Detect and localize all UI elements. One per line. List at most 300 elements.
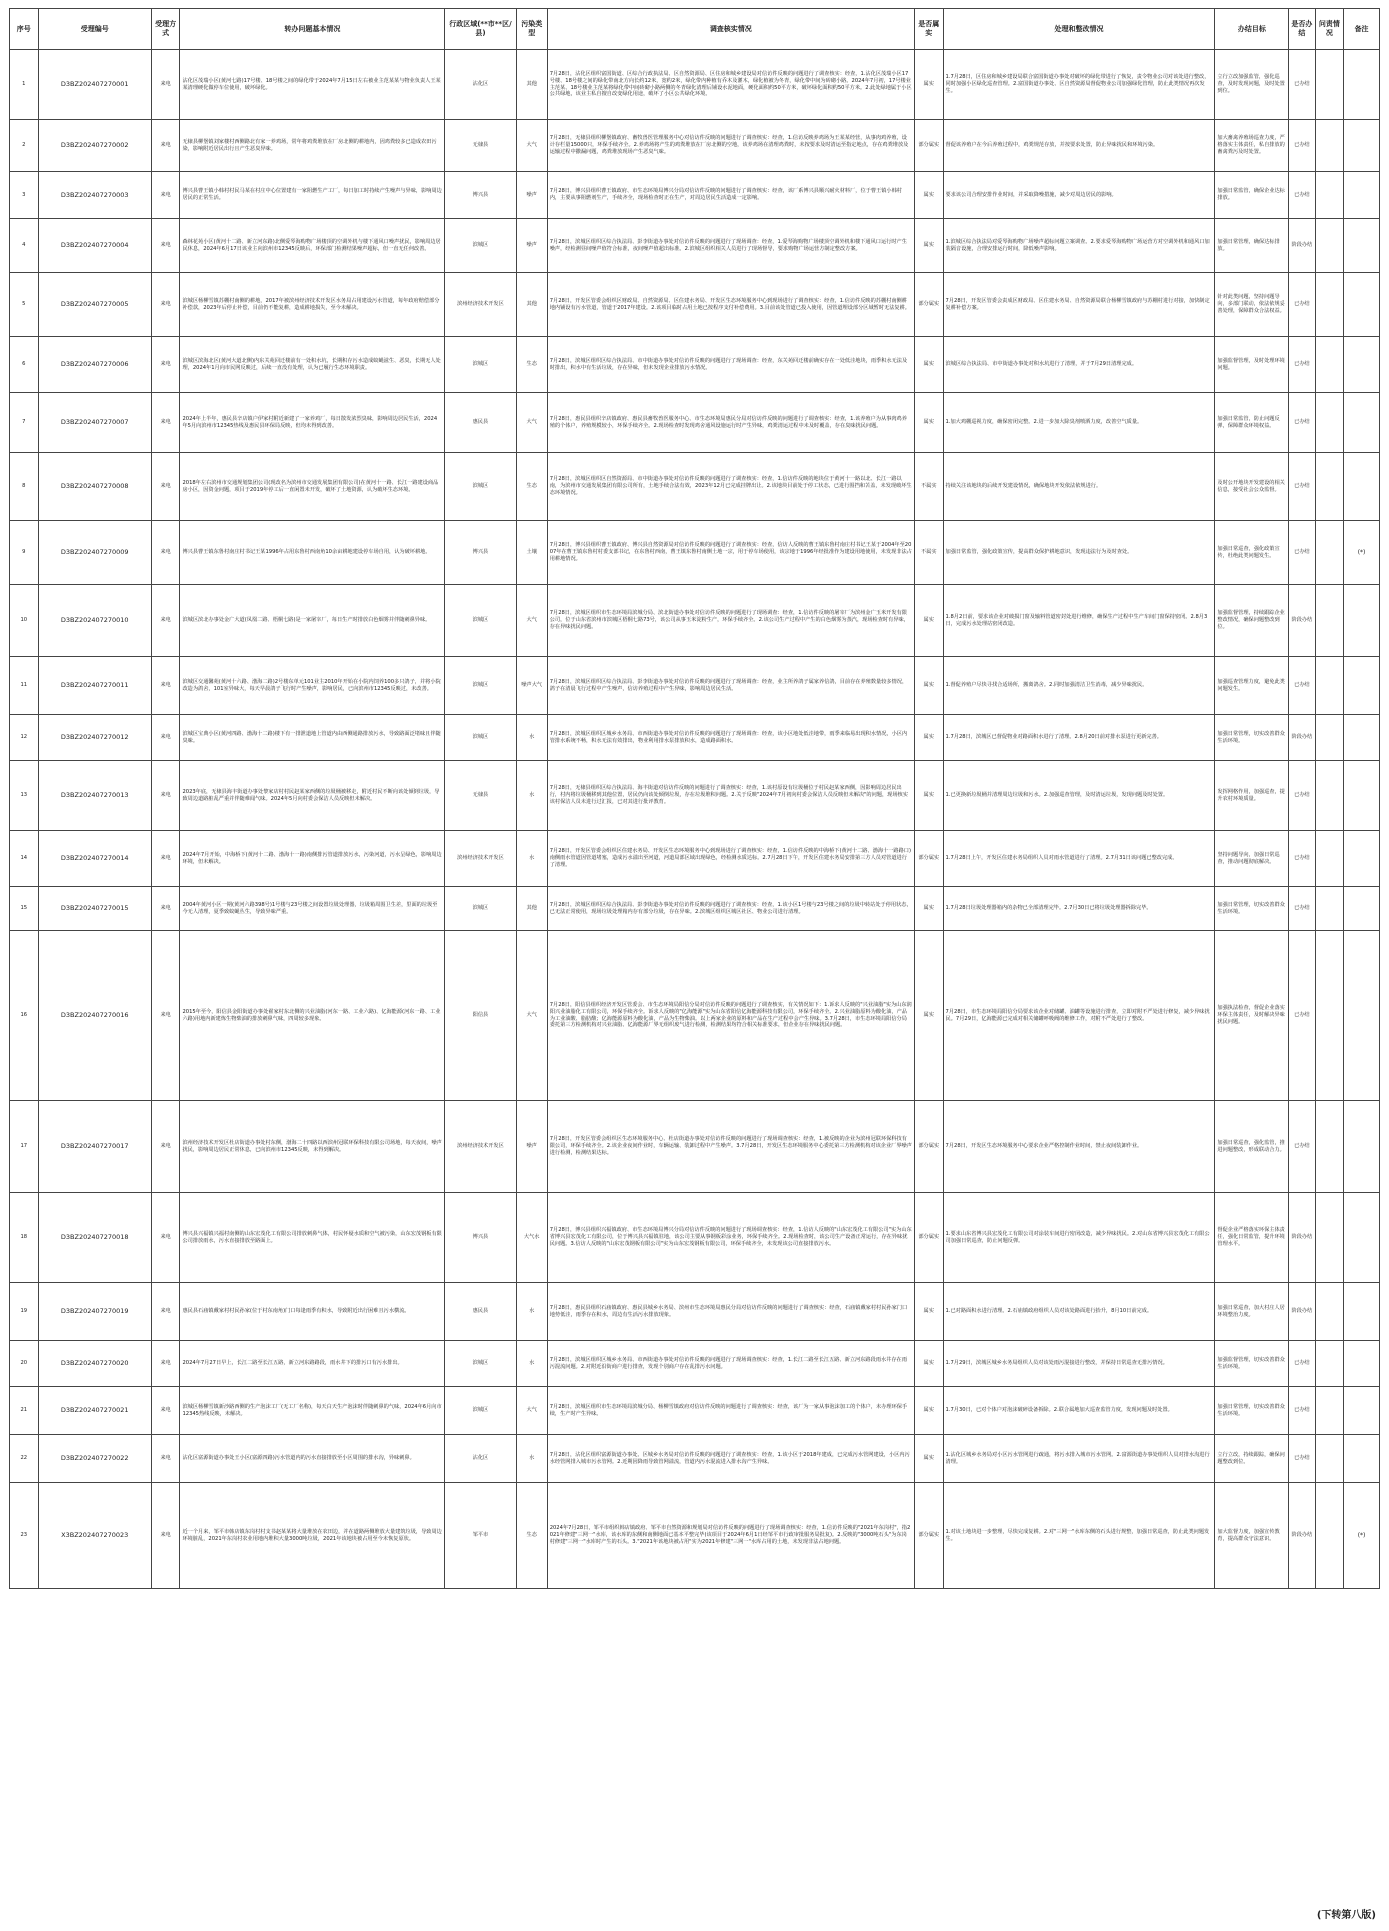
district-cell: 阳信县: [445, 931, 517, 1101]
handling-cell: 1.沾化区城乡水务局对小区污水管网进行疏通，将污水排入城市污水管网。2.富源街道办事处组织人员对排水沟进行清理。: [943, 1435, 1215, 1483]
petition-table: [9, 8, 1380, 1589]
case-code-cell: D3BZ202407270013: [38, 761, 151, 831]
pollution-type-cell: 其他: [516, 273, 547, 337]
district-cell: 滨州经济技术开发区: [445, 273, 517, 337]
receive-mode-cell: 来电: [151, 585, 180, 657]
pollution-type-cell: 噪声: [516, 219, 547, 273]
accountability-cell: [1315, 657, 1344, 715]
problem-summary-cell: 滨城区交通馨苑(黄河十六路、渤海二路)2号楼东单元101业主2010年开始在小院内饲养100多只鸽子，并将小院改造为鸽舍，101室异味大，每天早晨鸽子飞行时产生噪声，影响居民，已向滨州市12345反映过，未改善。: [180, 657, 445, 715]
row-number-cell: 22: [10, 1435, 39, 1483]
case-code-cell: D3BZ202407270005: [38, 273, 151, 337]
remark-cell: [1344, 50, 1380, 120]
receive-mode-cell: 来电: [151, 120, 180, 172]
completed-cell: 已办结: [1289, 50, 1315, 120]
completed-cell: 已办结: [1289, 1435, 1315, 1483]
row-number-cell: 9: [10, 521, 39, 585]
handling-cell: 持续关注该地块的后续开发建设情况，确保地块开发依法依规进行。: [943, 453, 1215, 521]
investigation-cell: 7月28日，惠民县组织石庙镇政府、惠民县城乡水务局、滨州市生态环境局惠民分局对信访件反映的问题进行了调查核实：经查，石庙镇戴家村村民孙家门口地势低洼，雨季存在积水，周边有生活污水排放现象。: [547, 1283, 914, 1341]
document-page: [9, 8, 1380, 1921]
pollution-type-cell: 噪声大气: [516, 657, 547, 715]
handling-cell: 1.已对路面积水进行清理。2.石庙镇政府组织人员对该处路面进行抬升，8月10日前完成。: [943, 1283, 1215, 1341]
table-row: [10, 393, 1380, 453]
header-cell: 备注: [1344, 9, 1380, 50]
investigation-cell: 7月28日，沾化区组织富源街道办事处、区城乡水务局对信访件反映的问题进行了调查核实：经查，1.该小区于2018年建成，已完成污水管网建设，小区内污水经管网排入城市污水管网。2.近期因降雨导致管网溢流，管道内污水混流进入排水沟产生异味。: [547, 1435, 914, 1483]
target-cell: 加强日常巡查，加大村庄人居环境整治力度。: [1215, 1283, 1289, 1341]
table-body: [10, 50, 1380, 1589]
remark-cell: [1344, 761, 1380, 831]
header-cell: 污染类型: [516, 9, 547, 50]
completed-cell: 已办结: [1289, 1101, 1315, 1193]
table-row: [10, 273, 1380, 337]
verified-cell: 属实: [914, 715, 943, 761]
table-row: [10, 761, 1380, 831]
verified-cell: 部分属实: [914, 1193, 943, 1283]
target-cell: 加大畜禽养殖场巡查力度，严格落实主体责任，私自排放的畜禽粪污及时处置。: [1215, 120, 1289, 172]
pollution-type-cell: 大气: [516, 393, 547, 453]
verified-cell: 属实: [914, 50, 943, 120]
handling-cell: 7月28日，开发区管委会责成区财政局、区住建水务局、自然资源局联合杨柳雪镇政府与苏棚村进行对接，加快制定复耕补偿方案。: [943, 273, 1215, 337]
target-cell: 加强日常监管，防止问题反弹，保障群众环境权益。: [1215, 393, 1289, 453]
problem-summary-cell: 博兴县曹王镇小韩村村民马某在村庄中心位置建有一家阻燃生产工厂，每日加工时持续产生噪声与异味，影响周边居民的正常生活。: [180, 172, 445, 219]
investigation-cell: 7月28日，滨城区组织区综合执法局、市中街道办事处对信访件反映的问题进行了现场调查：经查，东关苑回迁楼前确实存在一处低洼地块，雨季积水无法及时排出，积水中有生活垃圾，存在异味，但未发现企业排放污水情况。: [547, 337, 914, 393]
table-row: [10, 657, 1380, 715]
accountability-cell: [1315, 453, 1344, 521]
receive-mode-cell: 来电: [151, 1193, 180, 1283]
case-code-cell: D3BZ202407270014: [38, 831, 151, 887]
pollution-type-cell: 噪声: [516, 172, 547, 219]
verified-cell: 属实: [914, 393, 943, 453]
district-cell: 惠民县: [445, 393, 517, 453]
investigation-cell: 7月28日，博兴县组织曹王镇政府、市生态环境局博兴分局对信访件反映的问题进行了调查核实：经查，该厂系博兴县顺兴耐火材料厂，位于曹王镇小韩村内，主要从事阻燃剂生产，手续齐全，现场检查时正在生产，对周边居民生活造成一定影响。: [547, 172, 914, 219]
investigation-cell: 7月28日，博兴县组织曹王镇政府、博兴县自然资源局对信访件反映的问题进行了调查核实：经查，信访人反映的曹王镇东鲁村南庄村书记王某于2004年至2007年在曹王镇东鲁村村委支部书记，在东鲁村西南，曹王镇东鲁村南侧土地一宗，用于停车场使用，该宗地于1996年经批准作为建设用地使用，未发现非法占用耕地情况。: [547, 521, 914, 585]
investigation-cell: 7月28日，惠民县组织辛店镇政府、惠民县畜牧兽医服务中心、市生态环境局惠民分局对信访件反映的问题进行了调查核实：经查，1.该养殖户为从事肉鸡养殖的个体户，养殖规模较小，环保手续齐全。2.现场检查时发现鸡舍通风设施运行时产生异味，鸡粪清运过程中未及时覆盖，存在臭味扰民问题。: [547, 393, 914, 453]
remark-cell: [1344, 1435, 1380, 1483]
investigation-cell: 2024年7月28日，邹平市组织韩店镇政府、邹平市自然资源和规划局对信访件反映的问题进行了现场调查核实：经查，1.信访件反映的"2021年东岗村"，指2021年修建"三网一"水库，该水库的东侧和南侧地面已基本平整完毕(该项目于2024年6月1日经邹平市行政审批服务局批复)。2.反映的"3000吨石头"为东岗村修建"三网一"水库时产生的石头。3."2021年该地块被占用"实为2021年修建"三网一"水库占用的土地，未发现非法占地问题。: [547, 1483, 914, 1589]
receive-mode-cell: 来电: [151, 1101, 180, 1193]
table-row: [10, 585, 1380, 657]
investigation-cell: 7月28日，阳信县组织经济开发区管委会、市生态环境局阳信分局对信访件反映的问题进行了调查核实，有关情况如下：1.诉求人反映的"兴业油脂"实为山东润阳兴业油脂化工有限公司，环保手续齐全。诉求人反映的"亿海能源"实为山东省阳信亿海能源科技有限公司，环保手续齐全。2.兴业油脂原料为酸化油，产品为工业油酸、脂肪酸；亿海能源原料为酸化油，产品为生物柴油。以上两家企业的原料和产品在生产过程中会产生异味。3.7月28日，市生态环境局阳信分局委托第三方检测机构对兴业油脂、亿海能源厂界无组织废气进行检测，检测结果均符合相关标准要求，但企业存在异味扰民问题。: [547, 931, 914, 1101]
pollution-type-cell: 大气: [516, 931, 547, 1101]
row-number-cell: 2: [10, 120, 39, 172]
accountability-cell: [1315, 219, 1344, 273]
table-row: [10, 1341, 1380, 1387]
remark-cell: [1344, 1101, 1380, 1193]
investigation-cell: 7月28日，博兴县组织兴福镇政府、市生态环境局博兴分局对信访件反映的问题进行了现场调查核实：经查，1.信访人反映的"山东宏茂化工有限公司"实为山东省博兴县宏茂化工有限公司，位于博兴县兴福镇驻地，该公司主要从事钢板彩涂业务，环保手续齐全。2.现场检查时，该公司生产设备正常运行，存在异味扰民问题。3.信访人反映的"山东宏茂钢板有限公司"实为山东宏茂钢板有限公司，环保手续齐全，未发现该公司直接排放污水。: [547, 1193, 914, 1283]
remark-cell: [1344, 337, 1380, 393]
accountability-cell: [1315, 521, 1344, 585]
table-header-row: [10, 9, 1380, 50]
target-cell: 加强日常巡查，强化监管，推进问题整改，形成联动合力。: [1215, 1101, 1289, 1193]
problem-summary-cell: 2004年黄河小区一期(黄河六路398号)1号楼与23号楼之间设置垃圾处理器，垃圾箱周围卫生差，里面的垃圾至今无人清理，夏季致蚊蝇丛生，导致异味严重。: [180, 887, 445, 931]
target-cell: 坚持问题导向，加强日常巡查，推动问题彻底解决。: [1215, 831, 1289, 887]
district-cell: 滨城区: [445, 657, 517, 715]
row-number-cell: 4: [10, 219, 39, 273]
header-cell: 序号: [10, 9, 39, 50]
row-number-cell: 8: [10, 453, 39, 521]
problem-summary-cell: 滨城区杨柳雪镇苏棚村南侧的耕地，2017年被滨州经济技术开发区水务局占用建设污水管道，每年政府赔偿部分补偿款，2023年后停止补偿，目前仍不能复耕，造成耕地损失，至今未解决。: [180, 273, 445, 337]
handling-cell: 1.滨城区综合执法局对爱琴海购物广场噪声超标问题立案调查。2.要求爱琴海购物广场运营方对空调外机和通风口加装隔音设施，合理安排运行时间，降低噪声影响。: [943, 219, 1215, 273]
pollution-type-cell: 水: [516, 1435, 547, 1483]
problem-summary-cell: 滨城区滨北办事处金广大道(凤凰二路、梧桐七路)是一家屠宰厂，每日生产时排放白色烟雾并伴随刺鼻异味。: [180, 585, 445, 657]
case-code-cell: D3BZ202407270012: [38, 715, 151, 761]
completed-cell: 已办结: [1289, 521, 1315, 585]
remark-cell: [1344, 120, 1380, 172]
receive-mode-cell: 来电: [151, 453, 180, 521]
verified-cell: 属实: [914, 931, 943, 1101]
target-cell: 加强日常巡查，强化政策宣传，杜绝此类问题发生。: [1215, 521, 1289, 585]
pollution-type-cell: 生态: [516, 337, 547, 393]
table-row: [10, 1435, 1380, 1483]
case-code-cell: D3BZ202407270002: [38, 120, 151, 172]
completed-cell: 已办结: [1289, 120, 1315, 172]
row-number-cell: 1: [10, 50, 39, 120]
district-cell: 无棣县: [445, 761, 517, 831]
remark-cell: [1344, 219, 1380, 273]
target-cell: 加强日常管理，切实改善群众生活环境。: [1215, 715, 1289, 761]
case-code-cell: D3BZ202407270003: [38, 172, 151, 219]
accountability-cell: [1315, 1483, 1344, 1589]
handling-cell: 要求该公司合理安排作业时间，并采取降噪措施，减少对周边居民的影响。: [943, 172, 1215, 219]
district-cell: 滨城区: [445, 715, 517, 761]
remark-cell: [1344, 585, 1380, 657]
receive-mode-cell: 来电: [151, 1387, 180, 1435]
receive-mode-cell: 来电: [151, 219, 180, 273]
row-number-cell: 7: [10, 393, 39, 453]
completed-cell: 已办结: [1289, 172, 1315, 219]
verified-cell: 属实: [914, 657, 943, 715]
table-row: [10, 715, 1380, 761]
table-row: [10, 219, 1380, 273]
header-cell: 问责情况: [1315, 9, 1344, 50]
accountability-cell: [1315, 585, 1344, 657]
verified-cell: 属实: [914, 887, 943, 931]
completed-cell: 已办结: [1289, 657, 1315, 715]
accountability-cell: [1315, 273, 1344, 337]
pollution-type-cell: 水: [516, 831, 547, 887]
problem-summary-cell: 滨城区宝典小区(黄河四路、渤海十二路)楼下有一排泄道地上管道内由西侧通路排放污水，导致路面泛堵味且伴随臭味。: [180, 715, 445, 761]
problem-summary-cell: 沾化区茂瑞小区(黄河七路)17号楼、18号楼之间的绿化带于2024年7月15日左右被业主范某某与物业负责人王某某清理硬化做停车位使用，破坏绿化。: [180, 50, 445, 120]
district-cell: 滨州经济技术开发区: [445, 1101, 517, 1193]
investigation-cell: 7月28日，无棣县组织区综合执法局、海丰街道对信访件反映的问题进行了调查核实：经查，1.该村原设有垃圾桶位于村民赵某家西侧，因影响周边居民出行，村内将垃圾桶移到其他位置，居民仍向该处倾倒垃圾，存在垃圾堆积问题。2.关于反映"2024年7月初向村委会保洁人员反映但未解决"的问题，现场核实该村保洁人员未进行过汇报，已对其进行批评教育。: [547, 761, 914, 831]
receive-mode-cell: 来电: [151, 657, 180, 715]
case-code-cell: D3BZ202407270004: [38, 219, 151, 273]
target-cell: 加强监督管理，切实改善群众生活环境。: [1215, 1341, 1289, 1387]
completed-cell: 阶段办结: [1289, 715, 1315, 761]
handling-cell: 1.已更换新垃圾桶并清理周边垃圾和污水。2.加强巡查管理，及时清运垃圾，发现问题及时处置。: [943, 761, 1215, 831]
completed-cell: 已办结: [1289, 1341, 1315, 1387]
investigation-cell: 7月28日，滨城区组织区综合执法局、彭李街道办事处对信访件反映的问题进行了调查核实：经查，1.该小区1号楼与23号楼之间的垃圾中转站处于停用状态，已无法正常使用，现场垃圾处理箱内存有部分垃圾，存在异味。2.滨城区组织区城区社区、物业公司进行清理。: [547, 887, 914, 931]
pollution-type-cell: 水: [516, 1341, 547, 1387]
handling-cell: 7月28日，市生态环境局阳信分局要求该企业对储罐、油罐等设施进行排查，立即对附不严处进行修复，减少异味扰民。7月29日，亿海能源已完成对相关储罐呼吸阀的维修工作，对附不严处进行了整改。: [943, 931, 1215, 1101]
district-cell: 沾化区: [445, 50, 517, 120]
target-cell: 加强监督管理，及时处理环境问题。: [1215, 337, 1289, 393]
target-cell: 及时公开地块开发建设的相关信息，接受社会公众监督。: [1215, 453, 1289, 521]
case-code-cell: D3BZ202407270010: [38, 585, 151, 657]
pollution-type-cell: 其他: [516, 887, 547, 931]
receive-mode-cell: 来电: [151, 1435, 180, 1483]
investigation-cell: 7月28日，沾化区组织富国街道、区综合行政执法局、区自然资源局、区住房和城乡建设局对信访件反映的问题进行了调查核实：经查，1.沾化区茂瑞小区17号楼、18号楼之间的绿化带南北方向长约12米，宽约2米，绿化带内种植有乔木及灌木，绿化植被为冬青，绿化带中间为砖砌小路。2024年7月初，17号楼业主范某、18号楼业主范某将绿化带中间砖砌小路两侧的冬青绿化清理后铺设水泥地面，硬化面积约50平方米，破坏绿化面积约50平方米。2.此处绿地属于小区公共绿地，该业主私自擅自改变绿化用途，破坏了小区公共绿化环境。: [547, 50, 914, 120]
problem-summary-cell: 无棣县柳堡镇刘家楼村西侧路北有家一养鸡场，常年将鸡粪堆放在厂房北侧的耕地内，因鸡粪较多已造成农田污染，影响附近居民出行且产生恶臭异味。: [180, 120, 445, 172]
case-code-cell: D3BZ202407270017: [38, 1101, 151, 1193]
completed-cell: 已办结: [1289, 887, 1315, 931]
accountability-cell: [1315, 50, 1344, 120]
pollution-type-cell: 生态: [516, 1483, 547, 1589]
handling-cell: 1.对该土地块进一步整理，尽快完成复耕。2.对"三网一"水库东侧的石头进行规整，加强日常巡查，防止此类问题发生。: [943, 1483, 1215, 1589]
handling-cell: 滨城区综合执法局、市中街道办事处对积水坑进行了清理，并于7月29日清理完成。: [943, 337, 1215, 393]
problem-summary-cell: 近一个月来，邹平市韩店镇东岗村村支书赵某某将大量堆放在农田边，并在道路两侧堆放大量建筑垃圾，导致周边环境脏乱，2021年东岗村农业用地内堆积大量3000吨垃圾，2021年该地块被占用至今未恢复原状。: [180, 1483, 445, 1589]
verified-cell: 属实: [914, 585, 943, 657]
handling-cell: 1.7月30日，已对个体户对泡沫破碎设备拆除。2.联合属地加大巡查监管力度，发现问题及时处置。: [943, 1387, 1215, 1435]
verified-cell: 部分属实: [914, 273, 943, 337]
problem-summary-cell: 滨州经济技术开发区杜店街道办事处村东侧，渤海二十四路以西滨州冠联环保科技有限公司场地，每天夜间，噪声扰民，影响周边居民正常休息，已向滨州市12345反映，未得到解决。: [180, 1101, 445, 1193]
problem-summary-cell: 2018年左右滨州市交通规划集团公司(现改名为滨州市交通发展集团有限公司)在黄河十一路、长江一路建设商品房小区，因资金问题，项目于2019年停工后一直闲置未开发，破坏了土地资源，认为破坏生态环境。: [180, 453, 445, 521]
remark-cell: [1344, 453, 1380, 521]
table-row: [10, 887, 1380, 931]
district-cell: 博兴县: [445, 521, 517, 585]
header-cell: 转办问题基本情况: [180, 9, 445, 50]
completed-cell: 阶段办结: [1289, 1193, 1315, 1283]
row-number-cell: 19: [10, 1283, 39, 1341]
problem-summary-cell: 森林花苑小区(黄河十二路、新立河东路)北侧爱琴海购物广场楼顶的空调外机与楼下通风口噪声扰民，影响周边居民休息，2024年6月17日该业主向滨州市12345反映后，环保部门检测结果噪声超标，但一直无任何改善。: [180, 219, 445, 273]
investigation-cell: 7月28日，滨城区组织区城乡水务局、市西街道办事处对信访件反映的问题进行了现场调查核实：经查，1.长江二路至长江五路、新立河东路段雨水井存在雨污混流问题。2.对附近沿街商户进行排查，发现个别商户存在乱排污水问题。: [547, 1341, 914, 1387]
handling-cell: 1.要求山东省博兴县宏茂化工有限公司对涂装车间进行密闭改造，减少异味扰民。2.对山东省博兴县宏茂化工有限公司加强日常巡查，防止问题反弹。: [943, 1193, 1215, 1283]
table-row: [10, 931, 1380, 1101]
row-number-cell: 15: [10, 887, 39, 931]
remark-cell: [1344, 1341, 1380, 1387]
handling-cell: 1.7月29日，滨城区城乡水务局组织人员对该处雨污混接进行整改，并保持日常巡查无排污情况。: [943, 1341, 1215, 1387]
district-cell: 邹平市: [445, 1483, 517, 1589]
pollution-type-cell: 大气: [516, 1387, 547, 1435]
row-number-cell: 12: [10, 715, 39, 761]
case-code-cell: D3BZ202407270001: [38, 50, 151, 120]
district-cell: 无棣县: [445, 120, 517, 172]
receive-mode-cell: 来电: [151, 715, 180, 761]
pollution-type-cell: 大气: [516, 120, 547, 172]
district-cell: 沾化区: [445, 1435, 517, 1483]
case-code-cell: D3BZ202407270019: [38, 1283, 151, 1341]
pollution-type-cell: 其他: [516, 50, 547, 120]
receive-mode-cell: 来电: [151, 887, 180, 931]
row-number-cell: 11: [10, 657, 39, 715]
case-code-cell: D3BZ202407270015: [38, 887, 151, 931]
completed-cell: 阶段办结: [1289, 585, 1315, 657]
district-cell: 滨城区: [445, 1341, 517, 1387]
pollution-type-cell: 水: [516, 1283, 547, 1341]
remark-cell: [1344, 273, 1380, 337]
investigation-cell: 7月28日，滨城区组织市生态环境局滨城分局、滨北街道办事处对信访件反映的问题进行了现场调查：经查，1.信访件反映的屠宰厂为滨州金广玉米开发有限公司，位于山东省滨州市滨城区梧桐七路73号，该公司从事玉米淀粉生产，环保手续齐全。2.该公司生产过程中产生的白色烟雾为蒸汽，现场检查时有异味，存在异味扰民问题。: [547, 585, 914, 657]
row-number-cell: 18: [10, 1193, 39, 1283]
row-number-cell: 20: [10, 1341, 39, 1387]
district-cell: 滨城区: [445, 219, 517, 273]
district-cell: 滨城区: [445, 337, 517, 393]
receive-mode-cell: 来电: [151, 172, 180, 219]
table-row: [10, 337, 1380, 393]
table-row: [10, 1483, 1380, 1589]
completed-cell: 阶段办结: [1289, 1283, 1315, 1341]
verified-cell: 属实: [914, 172, 943, 219]
accountability-cell: [1315, 337, 1344, 393]
case-code-cell: X3BZ202407270023: [38, 1483, 151, 1589]
table-row: [10, 50, 1380, 120]
accountability-cell: [1315, 715, 1344, 761]
row-number-cell: 13: [10, 761, 39, 831]
receive-mode-cell: 来电: [151, 931, 180, 1101]
row-number-cell: 21: [10, 1387, 39, 1435]
verified-cell: 属实: [914, 337, 943, 393]
row-number-cell: 5: [10, 273, 39, 337]
completed-cell: 阶段办结: [1289, 219, 1315, 273]
completed-cell: 已办结: [1289, 273, 1315, 337]
row-number-cell: 3: [10, 172, 39, 219]
completed-cell: 已办结: [1289, 831, 1315, 887]
district-cell: 滨城区: [445, 887, 517, 931]
case-code-cell: D3BZ202407270009: [38, 521, 151, 585]
investigation-cell: 7月28日，无棣县组织柳堡镇政府、畜牧兽医管理服务中心对信访件反映的问题进行了调查核实：经查，1.信访反映养鸡场为王某某经营，从事肉鸡养殖，设计存栏量15000只，环保手续齐全。2.养鸡场将产生的鸡粪堆放在厂房北侧的空地，该养鸡场在清理鸡粪时，未按要求及时清运至指定地点，存在鸡粪堆放及运输过程中撒漏问题，鸡粪堆放现场产生恶臭气味。: [547, 120, 914, 172]
accountability-cell: [1315, 1341, 1344, 1387]
case-code-cell: D3BZ202407270008: [38, 453, 151, 521]
header-cell: 调查核实情况: [547, 9, 914, 50]
problem-summary-cell: 2024年7月27日早上，长江二路至长江五路，新立河东路路段，雨水井下的排污口有污水排出。: [180, 1341, 445, 1387]
target-cell: 督促企业严格落实环保主体责任，强化日常监管，提升环境管理水平。: [1215, 1193, 1289, 1283]
accountability-cell: [1315, 393, 1344, 453]
verified-cell: 属实: [914, 1341, 943, 1387]
handling-cell: 加强日常监管，强化政策宣传，提高群众保护耕地意识，发现违法行为及时查处。: [943, 521, 1215, 585]
investigation-cell: 7月28日，滨城区组织区综合执法局、彭李街道办事处对信访件反映的问题进行了现场调查：经查，1.爱琴海购物广场楼顶空调外机和楼下通风口运行时产生噪声，经检测昼间噪声值符合标准，夜间噪声值超出标准。2.滨城区组织相关人员进行了现场督导，要求购物广场运营方制定整改方案。: [547, 219, 914, 273]
table-row: [10, 831, 1380, 887]
case-code-cell: D3BZ202407270022: [38, 1435, 151, 1483]
target-cell: 加强日常监管，确保企业达标排放。: [1215, 172, 1289, 219]
case-code-cell: D3BZ202407270006: [38, 337, 151, 393]
pollution-type-cell: 噪声: [516, 1101, 547, 1193]
header-cell: 受理编号: [38, 9, 151, 50]
receive-mode-cell: 来电: [151, 337, 180, 393]
handling-cell: 7月28日，开发区生态环境服务中心要求企业严格控制作业时间，禁止夜间装卸作业。: [943, 1101, 1215, 1193]
header-cell: 行政区域(**市**区/县): [445, 9, 517, 50]
district-cell: 滨城区: [445, 585, 517, 657]
pollution-type-cell: 生态: [516, 453, 547, 521]
table-row: [10, 120, 1380, 172]
investigation-cell: 7月28日，滨城区组织市生态环境局滨城分局、杨柳雪镇政府对信访件反映的问题进行了调查核实：经查，该厂为一家从事泡沫加工的个体户，未办理环保手续，生产时产生异味。: [547, 1387, 914, 1435]
receive-mode-cell: 来电: [151, 1341, 180, 1387]
accountability-cell: [1315, 1387, 1344, 1435]
receive-mode-cell: 来电: [151, 50, 180, 120]
completed-cell: 已办结: [1289, 393, 1315, 453]
verified-cell: 属实: [914, 1387, 943, 1435]
receive-mode-cell: 来电: [151, 393, 180, 453]
target-cell: 加强监督管理，持续跟踪企业整改情况，确保问题整改到位。: [1215, 585, 1289, 657]
target-cell: 发挥网格作用，加强巡查，提升农村环境质量。: [1215, 761, 1289, 831]
accountability-cell: [1315, 1283, 1344, 1341]
table-row: [10, 1387, 1380, 1435]
handling-cell: 1.7月28日，滨城区已督促物业对路面积水进行了清理。2.8月20日前对排水泵进行更新完善。: [943, 715, 1215, 761]
verified-cell: 属实: [914, 1283, 943, 1341]
completed-cell: 已办结: [1289, 931, 1315, 1101]
remark-cell: [1344, 657, 1380, 715]
target-cell: 加强巡查管理力度，避免此类问题发生。: [1215, 657, 1289, 715]
row-number-cell: 10: [10, 585, 39, 657]
accountability-cell: [1315, 1101, 1344, 1193]
verified-cell: 部分属实: [914, 831, 943, 887]
table-row: [10, 1283, 1380, 1341]
header-cell: 受理方式: [151, 9, 180, 50]
table-row: [10, 1101, 1380, 1193]
district-cell: 滨城区: [445, 453, 517, 521]
pollution-type-cell: 大气: [516, 585, 547, 657]
district-cell: 滨州经济技术开发区: [445, 831, 517, 887]
remark-cell: (*): [1344, 1483, 1380, 1589]
district-cell: 博兴县: [445, 172, 517, 219]
case-code-cell: D3BZ202407270018: [38, 1193, 151, 1283]
remark-cell: [1344, 1193, 1380, 1283]
investigation-cell: 7月28日，开发区管委会组织区财政局、自然资源局、区住建水务局、开发区生态环境服务中心到现场进行了调查核实：经查，1.信访件反映的苏棚村南侧耕地内铺设有污水管道，管道于2017年建设。2.该项目临时占用土地已按程序支付补偿费用。3.目前该处管道已投入使用，因管道埋设部分区域暂时无法复耕。: [547, 273, 914, 337]
accountability-cell: [1315, 1193, 1344, 1283]
completed-cell: 已办结: [1289, 453, 1315, 521]
district-cell: 惠民县: [445, 1283, 517, 1341]
completed-cell: 阶段办结: [1289, 1483, 1315, 1589]
remark-cell: [1344, 715, 1380, 761]
problem-summary-cell: 沾化区富源街道办事处王小区(富源四路)污水管道内的污水直接排放至小区周围的排水沟，异味刺鼻。: [180, 1435, 445, 1483]
receive-mode-cell: 来电: [151, 273, 180, 337]
pollution-type-cell: 土壤: [516, 521, 547, 585]
pollution-type-cell: 大气水: [516, 1193, 547, 1283]
target-cell: 加强执法检查，督促企业落实环保主体责任，及时解决异味扰民问题。: [1215, 931, 1289, 1101]
accountability-cell: [1315, 172, 1344, 219]
row-number-cell: 16: [10, 931, 39, 1101]
table-row: [10, 172, 1380, 219]
receive-mode-cell: 来电: [151, 521, 180, 585]
investigation-cell: 7月28日，滨城区组织区自然资源局、市中街道办事处对信访件反映的问题进行了调查核实：经查，1.信访件反映的地块位于黄河十一路以北、长江一路以南，为滨州市交通发展集团有限公司所有，土地手续合法有效，2023年12月已完成挂牌出让。2.该地块目前处于停工状态，已进行围挡和苫盖，未发现破坏生态环境情况。: [547, 453, 914, 521]
completed-cell: 已办结: [1289, 1387, 1315, 1435]
investigation-cell: 7月28日，滨城区组织区城乡水务局、市西街道办事处对信访件反映的问题进行了现场调查：经查，该小区地处低洼地带，雨季来临易出现积水情况，小区内管排水系统不畅，积水无法有效排出，物业利用排水泵排放积水，造成路面积水。: [547, 715, 914, 761]
remark-cell: (*): [1344, 521, 1380, 585]
row-number-cell: 23: [10, 1483, 39, 1589]
row-number-cell: 17: [10, 1101, 39, 1193]
receive-mode-cell: 来电: [151, 761, 180, 831]
verified-cell: 部分属实: [914, 1101, 943, 1193]
investigation-cell: 7月28日，滨城区组织区综合执法局、彭李街道办事处对信访件反映的问题进行了现场调查：经查，业主所养鸽子属家养信鸽，目前存在养殖数量较多情况，鸽子在清晨飞行过程中产生噪声，信访养殖过程中产生异味，影响周边居民生活。: [547, 657, 914, 715]
district-cell: 博兴县: [445, 1193, 517, 1283]
verified-cell: 部分属实: [914, 120, 943, 172]
pollution-type-cell: 水: [516, 761, 547, 831]
receive-mode-cell: 来电: [151, 1283, 180, 1341]
verified-cell: 属实: [914, 1435, 943, 1483]
problem-summary-cell: 2023年底，无棣县海丰街道办事处黎家店村村民赵某家西侧的垃圾桶被移走，附近村民不断向该处倾倒垃圾，导致周边道路脏乱严重并伴随难闻气味。2024年5月向村委会保洁人员反映但未解决。: [180, 761, 445, 831]
problem-summary-cell: 滨城区滨海北区(黄河大道北侧)内东关苑回迁楼前有一处积水坑，长期积存污水造成蚊蝇滋生、恶臭，长期无人处理，2024年1月向市民网反映过，后续一直没有处理，认为已履行生态环境职责。: [180, 337, 445, 393]
table-row: [10, 521, 1380, 585]
target-cell: 加强日常管理，切实改善群众生活环境。: [1215, 1387, 1289, 1435]
remark-cell: [1344, 393, 1380, 453]
remark-cell: [1344, 931, 1380, 1101]
accountability-cell: [1315, 887, 1344, 931]
remark-cell: [1344, 172, 1380, 219]
problem-summary-cell: 博兴县兴福镇兴福村南侧的山东宏茂化工有限公司排放刺鼻气体，村民怀疑水质和空气被污染，山东宏茂钢板有限公司排放雨水，污水直接排放至路面上。: [180, 1193, 445, 1283]
accountability-cell: [1315, 831, 1344, 887]
receive-mode-cell: 来电: [151, 831, 180, 887]
case-code-cell: D3BZ202407270020: [38, 1341, 151, 1387]
handling-cell: 1.7月28日，区住房和城乡建设局联合富国街道办事处对破坏的绿化带进行了恢复，责令物业公司对该处进行整改，同时加强小区绿化巡查管理。2.富国街道办事处、区自然资源局督促物业公司加强绿化管理，防止此类情况再次发生。: [943, 50, 1215, 120]
remark-cell: [1344, 1283, 1380, 1341]
completed-cell: 已办结: [1289, 761, 1315, 831]
target-cell: 加大监督力度，加强宣传教育，提高群众守法意识。: [1215, 1483, 1289, 1589]
accountability-cell: [1315, 931, 1344, 1101]
verified-cell: 不属实: [914, 521, 943, 585]
accountability-cell: [1315, 120, 1344, 172]
accountability-cell: [1315, 761, 1344, 831]
handling-cell: 1.7月28日垃圾处理器箱内的杂物已全部清理完毕。2.7月30日已将垃圾处理器拆除完毕。: [943, 887, 1215, 931]
remark-cell: [1344, 1387, 1380, 1435]
district-cell: 滨城区: [445, 1387, 517, 1435]
table-row: [10, 1193, 1380, 1283]
